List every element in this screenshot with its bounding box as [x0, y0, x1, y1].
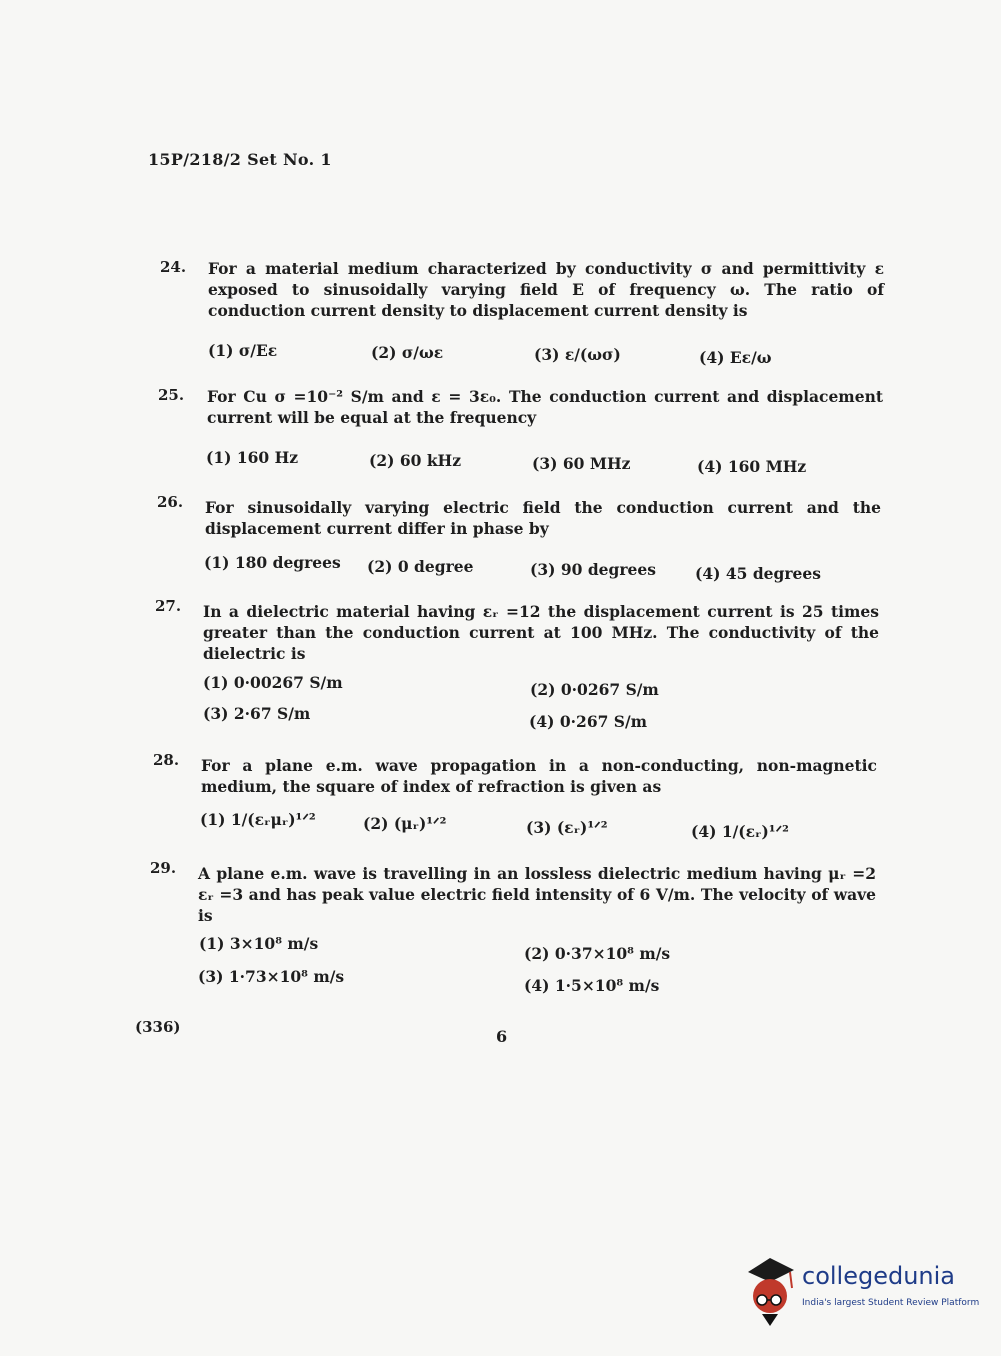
option-4: (4) 1/(εᵣ)¹ᐟ²	[691, 822, 789, 841]
option-3: (3) ε/(ωσ)	[534, 345, 621, 364]
brand-name: collegedunia	[802, 1262, 956, 1290]
question-text: For Cu σ =10⁻² S/m and ε = 3ε₀. The conduction current and displacement current will be equal at the frequency	[207, 387, 883, 427]
question-text: In a dielectric material having εᵣ =12 the displacement current is 25 times greater than the conduction current at 100 MHz. The conductivity of the dielectric is	[203, 602, 879, 663]
option-4: (4) 160 MHz	[697, 457, 807, 476]
option-2: (2) 0·0267 S/m	[530, 680, 659, 699]
option-2: (2) 60 kHz	[369, 451, 462, 470]
option-4: (4) Eε/ω	[699, 348, 772, 367]
option-2: (2) (μᵣ)¹ᐟ²	[363, 814, 447, 833]
question-text: For sinusoidally varying electric field the conduction current and the displacement current differ in phase by	[205, 498, 881, 538]
set-header: 15P/218/2 Set No. 1	[148, 150, 332, 169]
question-text: For a material medium characterized by conductivity σ and permittivity ε exposed to sinusoidally varying field E of frequency ω. The ratio of conduction current density to displacement current density is	[208, 259, 884, 320]
option-2: (2) σ/ωε	[371, 343, 444, 362]
option-4: (4) 1·5×10⁸ m/s	[524, 976, 660, 995]
option-2: (2) 0·37×10⁸ m/s	[524, 944, 671, 963]
option-3: (3) 60 MHz	[532, 454, 631, 473]
collegedunia-watermark	[740, 1248, 980, 1328]
question-number: 29.	[150, 859, 177, 877]
option-3: (3) 90 degrees	[530, 560, 656, 579]
option-1: (1) 3×10⁸ m/s	[199, 934, 319, 953]
option-1: (1) 1/(εᵣμᵣ)¹ᐟ²	[200, 810, 316, 829]
option-3: (3) (εᵣ)¹ᐟ²	[526, 818, 608, 837]
option-1: (1) 180 degrees	[204, 553, 341, 572]
paper-code: (336)	[135, 1018, 181, 1036]
option-3: (3) 1·73×10⁸ m/s	[198, 967, 345, 986]
question-number: 25.	[158, 386, 185, 404]
question-text: For a plane e.m. wave propagation in a non-conducting, non-magnetic medium, the square of index of refraction is given as	[201, 756, 877, 796]
question-number: 24.	[160, 258, 187, 276]
brand-tagline: India's largest Student Review Platform	[802, 1298, 980, 1308]
question-number: 28.	[153, 751, 180, 769]
option-3: (3) 2·67 S/m	[203, 704, 311, 723]
option-2: (2) 0 degree	[367, 557, 474, 576]
option-1: (1) 0·00267 S/m	[203, 673, 343, 692]
option-1: (1) 160 Hz	[206, 448, 299, 467]
collegedunia-mascot-icon	[740, 1248, 798, 1328]
page-number: 6	[496, 1027, 508, 1046]
option-4: (4) 45 degrees	[695, 564, 821, 583]
option-1: (1) σ/Eε	[208, 341, 278, 360]
question-number: 27.	[155, 597, 182, 615]
question-text: A plane e.m. wave is travelling in an lossless dielectric medium having μᵣ =2 εᵣ =3 and has peak value electric field intensity of 6 V/m. The velocity of wave is	[198, 864, 876, 925]
question-number: 26.	[157, 493, 184, 511]
option-4: (4) 0·267 S/m	[529, 712, 648, 731]
